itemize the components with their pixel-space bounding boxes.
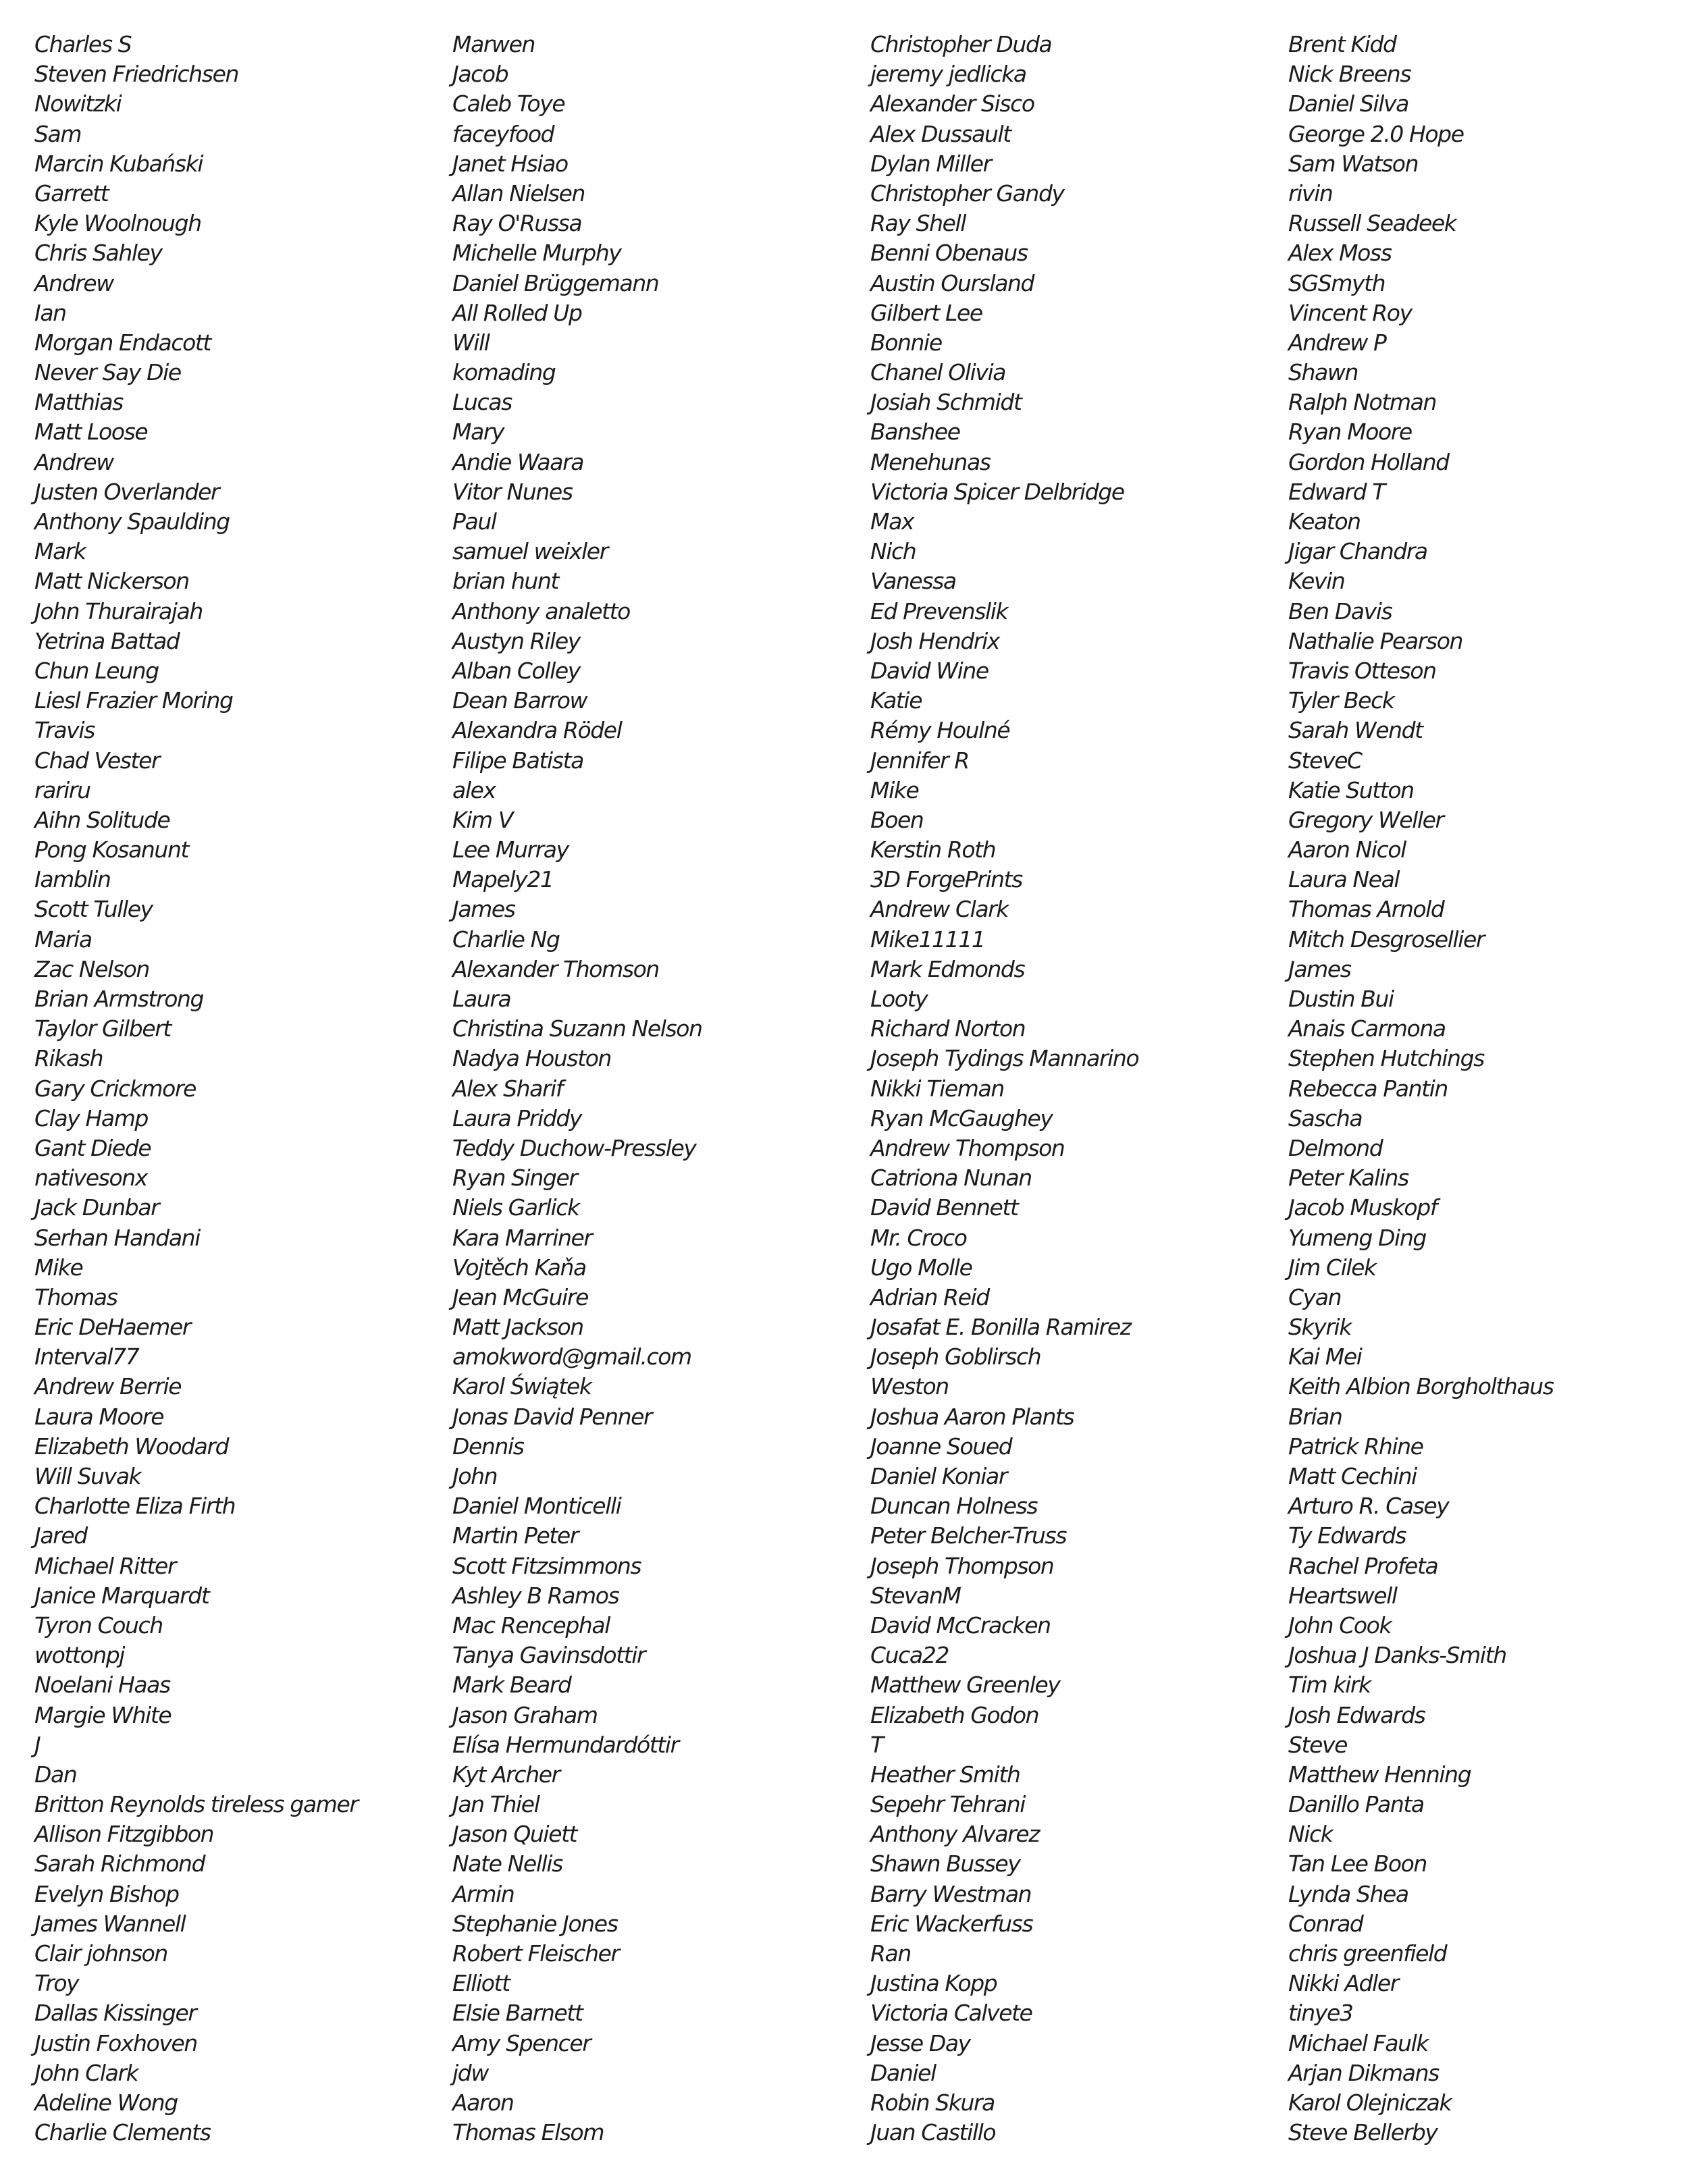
name-entry: Edward T — [1288, 478, 1385, 505]
name-entry: Ed Prevenslik — [870, 597, 1008, 624]
name-entry: Stephanie Jones — [452, 1910, 618, 1937]
name-entry: Ray O'Russa — [452, 210, 582, 237]
name-entry: tinye3 — [1288, 2000, 1353, 2027]
name-entry: Maria — [34, 926, 92, 953]
name-entry: Dean Barrow — [452, 687, 587, 714]
name-entry: Bonnie — [870, 329, 942, 356]
name-entry: Armin — [452, 1880, 515, 1907]
name-entry: Scott Tulley — [34, 896, 153, 923]
name-entry: Daniel Silva — [1288, 90, 1408, 117]
name-entry: Teddy Duchow-Pressley — [452, 1134, 696, 1161]
name-column-1 — [34, 30, 440, 2148]
name-entry: Karol Olejniczak — [1288, 2089, 1452, 2116]
name-entry: Interval77 — [34, 1343, 139, 1370]
name-entry: Robin Skura — [870, 2089, 995, 2116]
name-entry: Ashley B Ramos — [452, 1582, 619, 1609]
name-entry: Scott Fitzsimmons — [452, 1552, 641, 1579]
name-entry: Juan Castillo — [870, 2119, 996, 2146]
name-entry: StevanM — [870, 1582, 961, 1609]
name-entry: Peter Belcher-Truss — [870, 1522, 1067, 1549]
name-entry: Charlotte Eliza Firth — [34, 1493, 236, 1520]
name-entry: Dylan Miller — [870, 150, 991, 177]
name-entry: Nate Nellis — [452, 1850, 562, 1877]
name-entry: Kim V — [452, 806, 513, 833]
name-entry: Conrad — [1288, 1910, 1363, 1937]
name-entry: Martin Peter — [452, 1522, 578, 1549]
name-entry: Robert Fleischer — [452, 1940, 619, 1967]
name-entry: Garrett — [34, 180, 109, 207]
name-entry: Chun Leung — [34, 657, 159, 684]
name-entry: Lucas — [452, 389, 512, 416]
name-entry: SteveC — [1288, 747, 1362, 774]
name-entry: samuel weixler — [452, 538, 608, 565]
name-entry: Kai Mei — [1288, 1343, 1362, 1370]
name-entry: Jared — [34, 1522, 87, 1549]
name-entry: Vanessa — [870, 568, 956, 595]
name-entry: Iamblin — [34, 866, 111, 893]
name-entry: Taylor Gilbert — [34, 1015, 171, 1042]
name-entry: Andie Waara — [452, 448, 584, 475]
name-entry: amokword@gmail.com — [452, 1343, 691, 1370]
name-entry: Kara Marriner — [452, 1224, 592, 1251]
name-entry: Dustin Bui — [1288, 986, 1394, 1012]
name-entry: Joseph Goblirsch — [870, 1343, 1041, 1370]
name-entry: George 2.0 Hope — [1288, 120, 1464, 147]
name-entry: Caleb Toye — [452, 90, 565, 117]
name-entry: Rachel Profeta — [1288, 1552, 1438, 1579]
name-entry: Gordon Holland — [1288, 448, 1449, 475]
name-entry: Arjan Dikmans — [1288, 2059, 1439, 2086]
name-entry: Nathalie Pearson — [1288, 627, 1463, 654]
name-entry: Tyler Beck — [1288, 687, 1394, 714]
name-entry: jdw — [452, 2059, 488, 2086]
name-entry: Christopher Duda — [870, 31, 1052, 57]
name-entry: Allan Nielsen — [452, 180, 585, 207]
name-entry: Keith Albion Borgholthaus — [1288, 1373, 1554, 1400]
name-entry: Aihn Solitude — [34, 806, 170, 833]
name-entry: Ryan Moore — [1288, 419, 1412, 446]
name-column-2 — [452, 30, 858, 2148]
name-entry: Benni Obenaus — [870, 240, 1028, 267]
name-entry: Matthias — [34, 389, 123, 416]
name-entry: Mitch Desgrosellier — [1288, 926, 1485, 953]
name-entry: Allison Fitzgibbon — [34, 1821, 214, 1848]
name-entry: Will Suvak — [34, 1463, 141, 1489]
name-entry: Kyt Archer — [452, 1761, 560, 1788]
name-entry: Patrick Rhine — [1288, 1433, 1423, 1460]
name-entry: Jason Graham — [452, 1701, 598, 1728]
name-entry: Mark Edmonds — [870, 955, 1025, 982]
name-entry: Elizabeth Woodard — [34, 1433, 229, 1460]
name-entry: Karol Świątek — [452, 1373, 591, 1400]
name-entry: Paul — [452, 508, 496, 535]
name-entry: Janet Hsiao — [452, 150, 568, 177]
name-entry: Clair johnson — [34, 1940, 167, 1967]
name-entry: Michelle Murphy — [452, 240, 621, 267]
name-entry: Mike11111 — [870, 926, 985, 953]
name-entry: Heartswell — [1288, 1582, 1397, 1609]
name-entry: Margie White — [34, 1701, 172, 1728]
name-entry: David McCracken — [870, 1612, 1051, 1639]
name-entry: Daniel Monticelli — [452, 1493, 621, 1520]
name-entry: John — [452, 1463, 498, 1489]
name-entry: Aaron Nicol — [1288, 836, 1406, 863]
name-entry: Alexander Sisco — [870, 90, 1034, 117]
name-entry: Ryan McGaughey — [870, 1104, 1053, 1131]
name-entry: Serhan Handani — [34, 1224, 200, 1251]
name-entry: Katie Sutton — [1288, 776, 1414, 803]
name-entry: Charlie Clements — [34, 2119, 211, 2146]
name-entry: alex — [452, 776, 496, 803]
name-entry: Andrew — [34, 448, 113, 475]
name-entry: Daniel — [870, 2059, 936, 2086]
name-entry: Chad Vester — [34, 747, 160, 774]
name-entry: Delmond — [1288, 1134, 1383, 1161]
name-entry: Eric Wackerfuss — [870, 1910, 1033, 1937]
name-entry: Justin Foxhoven — [34, 2029, 197, 2056]
name-entry: Ugo Molle — [870, 1254, 972, 1281]
name-entry: Weston — [870, 1373, 949, 1400]
name-entry: chris greenfield — [1288, 1940, 1447, 1967]
name-entry: Dennis — [452, 1433, 524, 1460]
name-entry: Justina Kopp — [870, 1970, 997, 1997]
name-entry: Justen Overlander — [34, 478, 219, 505]
name-entry: Andrew Thompson — [870, 1134, 1065, 1161]
name-entry: Mike — [870, 776, 919, 803]
name-entry: Tanya Gavinsdottir — [452, 1642, 645, 1669]
name-entry: Elísa Hermundardóttir — [452, 1731, 679, 1758]
name-entry: Ralph Notman — [1288, 389, 1436, 416]
name-entry: Nadya Houston — [452, 1045, 612, 1072]
name-entry: All Rolled Up — [452, 299, 582, 326]
name-entry: Jacob Muskopf — [1288, 1194, 1437, 1221]
name-entry: Sam — [34, 120, 82, 147]
name-entry: Brian — [1288, 1403, 1342, 1430]
name-entry: Austyn Riley — [452, 627, 580, 654]
name-entry: Brent Kidd — [1288, 31, 1396, 57]
name-entry: John Thurairajah — [34, 597, 203, 624]
name-entry: Michael Faulk — [1288, 2029, 1429, 2056]
name-entry: David Wine — [870, 657, 988, 684]
name-entry: Tim kirk — [1288, 1672, 1371, 1699]
name-entry: Jennifer R — [870, 747, 969, 774]
name-entry: Alex Moss — [1288, 240, 1392, 267]
name-entry: David Bennett — [870, 1194, 1018, 1221]
name-entry: Nowitzki — [34, 90, 122, 117]
name-entry: Mary — [452, 419, 504, 446]
name-entry: Laura Priddy — [452, 1104, 582, 1131]
name-entry: Pong Kosanunt — [34, 836, 188, 863]
name-entry: Danillo Panta — [1288, 1791, 1424, 1818]
name-entry: Mark — [34, 538, 86, 565]
name-entry: Anais Carmona — [1288, 1015, 1446, 1042]
name-entry: Thomas — [34, 1283, 117, 1310]
name-entry: Duncan Holness — [870, 1493, 1038, 1520]
name-entry: Niels Garlick — [452, 1194, 579, 1221]
name-entry: Rebecca Pantin — [1288, 1075, 1448, 1102]
name-entry: Alex Sharif — [452, 1075, 563, 1102]
name-entry: Marcin Kubański — [34, 150, 203, 177]
name-entry: Gant Diede — [34, 1134, 151, 1161]
name-entry: Jan Thiel — [452, 1791, 539, 1818]
name-entry: Richard Norton — [870, 1015, 1026, 1042]
name-entry: 3D ForgePrints — [870, 866, 1022, 893]
name-entry: Tan Lee Boon — [1288, 1850, 1427, 1877]
name-entry: T — [870, 1731, 883, 1758]
name-entry: Alex Dussault — [870, 120, 1011, 147]
name-entry: Anthony analetto — [452, 597, 630, 624]
name-entry: Andrew P — [1288, 329, 1386, 356]
name-entry: Rémy Houlné — [870, 717, 1010, 744]
name-entry: Sarah Richmond — [34, 1850, 205, 1877]
name-entry: Daniel Koniar — [870, 1463, 1007, 1489]
name-entry: Steve — [1288, 1731, 1348, 1758]
name-entry: Matt Loose — [34, 419, 148, 446]
name-entry: Mike — [34, 1254, 83, 1281]
name-entry: Dan — [34, 1761, 77, 1788]
name-entry: Mapely21 — [452, 866, 554, 893]
name-entry: SGSmyth — [1288, 269, 1386, 296]
name-entry: James Wannell — [34, 1910, 186, 1937]
name-entry: Mark Beard — [452, 1672, 571, 1699]
name-entry: Charles S — [34, 31, 132, 57]
name-entry: Joseph Tydings Mannarino — [870, 1045, 1139, 1072]
name-entry: Stephen Hutchings — [1288, 1045, 1484, 1072]
name-entry: Matthew Greenley — [870, 1672, 1060, 1699]
name-entry: Evelyn Bishop — [34, 1880, 179, 1907]
name-entry: Joshua Aaron Plants — [870, 1403, 1074, 1430]
name-entry: Joanne Soued — [870, 1433, 1012, 1460]
name-entry: Katie — [870, 687, 922, 714]
name-entry: Barry Westman — [870, 1880, 1032, 1907]
name-entry: Michael Ritter — [34, 1552, 176, 1579]
name-entry: Elizabeth Godon — [870, 1701, 1039, 1728]
name-entry: Kyle Woolnough — [34, 210, 201, 237]
name-entry: Josh Hendrix — [870, 627, 999, 654]
name-entry: Anthony Spaulding — [34, 508, 230, 535]
name-entry: James — [452, 896, 515, 923]
name-entry: wottonpj — [34, 1642, 125, 1669]
name-entry: Jack Dunbar — [34, 1194, 159, 1221]
name-entry: Josh Edwards — [1288, 1701, 1425, 1728]
name-entry: Clay Hamp — [34, 1104, 148, 1131]
name-entry: Austin Oursland — [870, 269, 1034, 296]
name-entry: Eric DeHaemer — [34, 1314, 191, 1341]
name-entry: Jean McGuire — [452, 1283, 589, 1310]
name-entry: komading — [452, 359, 556, 386]
name-entry: Nikki Tieman — [870, 1075, 1004, 1102]
name-entry: James — [1288, 955, 1351, 982]
name-entry: Arturo R. Casey — [1288, 1493, 1449, 1520]
name-entry: Andrew Berrie — [34, 1373, 182, 1400]
name-entry: Tyron Couch — [34, 1612, 163, 1639]
name-entry: Andrew — [34, 269, 113, 296]
name-entry: Kerstin Roth — [870, 836, 996, 863]
name-entry: Gilbert Lee — [870, 299, 982, 326]
name-entry: Travis — [34, 717, 95, 744]
name-column-4 — [1288, 30, 1688, 2148]
name-entry: Matt Nickerson — [34, 568, 189, 595]
name-entry: rariru — [34, 776, 90, 803]
name-entry: Victoria Calvete — [870, 2000, 1032, 2027]
name-entry: Menehunas — [870, 448, 991, 475]
name-entry: Looty — [870, 986, 928, 1012]
name-entry: Shawn Bussey — [870, 1850, 1020, 1877]
name-entry: Nick — [1288, 1821, 1333, 1848]
name-entry: Catriona Nunan — [870, 1165, 1032, 1192]
name-entry: Sascha — [1288, 1104, 1363, 1131]
name-entry: Troy — [34, 1970, 79, 1997]
name-entry: Nich — [870, 538, 916, 565]
name-entry: Jigar Chandra — [1288, 538, 1427, 565]
name-entry: Steve Bellerby — [1288, 2119, 1438, 2146]
name-entry: Anthony Alvarez — [870, 1821, 1040, 1848]
name-entry: Boen — [870, 806, 924, 833]
name-entry: Marwen — [452, 31, 535, 57]
name-entry: Aaron — [452, 2089, 514, 2116]
name-entry: Ran — [870, 1940, 911, 1967]
name-entry: jeremy jedlicka — [870, 61, 1026, 88]
name-entry: nativesonx — [34, 1165, 147, 1192]
name-column-3 — [870, 30, 1275, 2148]
name-entry: Laura — [452, 986, 511, 1012]
name-entry: Joseph Thompson — [870, 1552, 1054, 1579]
name-entry: John Clark — [34, 2059, 138, 2086]
name-entry: Jason Quiett — [452, 1821, 577, 1848]
name-entry: Russell Seadeek — [1288, 210, 1456, 237]
name-entry: Jonas David Penner — [452, 1403, 652, 1430]
name-entry: Cyan — [1288, 1283, 1342, 1310]
name-entry: Britton Reynolds tireless gamer — [34, 1791, 358, 1818]
name-entry: Will — [452, 329, 490, 356]
name-entry: Never Say Die — [34, 359, 181, 386]
name-entry: Nick Breens — [1288, 61, 1411, 88]
name-entry: Rikash — [34, 1045, 103, 1072]
name-entry: Steven Friedrichsen — [34, 61, 238, 88]
name-entry: Adrian Reid — [870, 1283, 989, 1310]
name-entry: Gary Crickmore — [34, 1075, 196, 1102]
name-entry: faceyfood — [452, 120, 554, 147]
name-entry: John Cook — [1288, 1612, 1392, 1639]
name-entry: Shawn — [1288, 359, 1358, 386]
name-entry: Keaton — [1288, 508, 1361, 535]
name-entry: Yetrina Battad — [34, 627, 180, 654]
name-entry: brian hunt — [452, 568, 558, 595]
name-entry: Adeline Wong — [34, 2089, 178, 2116]
name-entry: Ray Shell — [870, 210, 966, 237]
name-entry: Lee Murray — [452, 836, 569, 863]
name-entry: Laura Moore — [34, 1403, 164, 1430]
name-entry: Max — [870, 508, 914, 535]
name-entry: J — [34, 1731, 41, 1758]
name-entry: Christopher Gandy — [870, 180, 1064, 207]
name-entry: Joshua J Danks-Smith — [1288, 1642, 1506, 1669]
name-entry: Chris Sahley — [34, 240, 162, 267]
name-entry: Nikki Adler — [1288, 1970, 1398, 1997]
name-entry: Filipe Batista — [452, 747, 583, 774]
name-entry: Josiah Schmidt — [870, 389, 1022, 416]
name-entry: Jim Cilek — [1288, 1254, 1376, 1281]
name-entry: Vincent Roy — [1288, 299, 1412, 326]
name-entry: Cuca22 — [870, 1642, 949, 1669]
name-entry: Banshee — [870, 419, 960, 446]
name-entry: Thomas Elsom — [452, 2119, 604, 2146]
name-entry: Matt Cechini — [1288, 1463, 1417, 1489]
name-entry: Alban Colley — [452, 657, 580, 684]
name-entry: Kevin — [1288, 568, 1345, 595]
name-entry: Charlie Ng — [452, 926, 560, 953]
name-entry: Janice Marquardt — [34, 1582, 209, 1609]
name-entry: Morgan Endacott — [34, 329, 211, 356]
name-entry: Vojtěch Kaňa — [452, 1254, 586, 1281]
name-entry: Matthew Henning — [1288, 1761, 1471, 1788]
name-entry: Jacob — [452, 61, 508, 88]
name-entry: Noelani Haas — [34, 1672, 170, 1699]
name-entry: Ty Edwards — [1288, 1522, 1406, 1549]
name-entry: Zac Nelson — [34, 955, 149, 982]
name-entry: Laura Neal — [1288, 866, 1400, 893]
name-entry: Sepehr Tehrani — [870, 1791, 1026, 1818]
name-entry: Skyrik — [1288, 1314, 1352, 1341]
name-entry: Sarah Wendt — [1288, 717, 1423, 744]
name-entry: Matt Jackson — [452, 1314, 583, 1341]
name-entry: Alexandra Rödel — [452, 717, 622, 744]
name-entry: Josafat E. Bonilla Ramirez — [870, 1314, 1131, 1341]
name-entry: Yumeng Ding — [1288, 1224, 1426, 1251]
name-entry: Andrew Clark — [870, 896, 1009, 923]
name-entry: Dallas Kissinger — [34, 2000, 196, 2027]
name-entry: Ben Davis — [1288, 597, 1392, 624]
name-entry: Christina Suzann Nelson — [452, 1015, 702, 1042]
name-entry: Alexander Thomson — [452, 955, 659, 982]
name-entry: Lynda Shea — [1288, 1880, 1408, 1907]
name-entry: Ryan Singer — [452, 1165, 577, 1192]
name-entry: Mac Rencephal — [452, 1612, 610, 1639]
name-entry: Amy Spencer — [452, 2029, 591, 2056]
name-entry: Heather Smith — [870, 1761, 1020, 1788]
name-entry: Travis Otteson — [1288, 657, 1436, 684]
name-entry: Thomas Arnold — [1288, 896, 1444, 923]
name-entry: Elliott — [452, 1970, 510, 1997]
name-entry: rivin — [1288, 180, 1333, 207]
name-entry: Liesl Frazier Moring — [34, 687, 233, 714]
name-entry: Gregory Weller — [1288, 806, 1444, 833]
name-entry: Vitor Nunes — [452, 478, 573, 505]
name-entry: Jesse Day — [870, 2029, 970, 2056]
name-entry: Elsie Barnett — [452, 2000, 583, 2027]
name-entry: Brian Armstrong — [34, 986, 204, 1012]
name-entry: Chanel Olivia — [870, 359, 1006, 386]
name-entry: Victoria Spicer Delbridge — [870, 478, 1124, 505]
name-entry: Mr. Croco — [870, 1224, 967, 1251]
name-entry: Ian — [34, 299, 66, 326]
name-entry: Sam Watson — [1288, 150, 1419, 177]
name-entry: Daniel Brüggemann — [452, 269, 659, 296]
name-entry: Peter Kalins — [1288, 1165, 1408, 1192]
